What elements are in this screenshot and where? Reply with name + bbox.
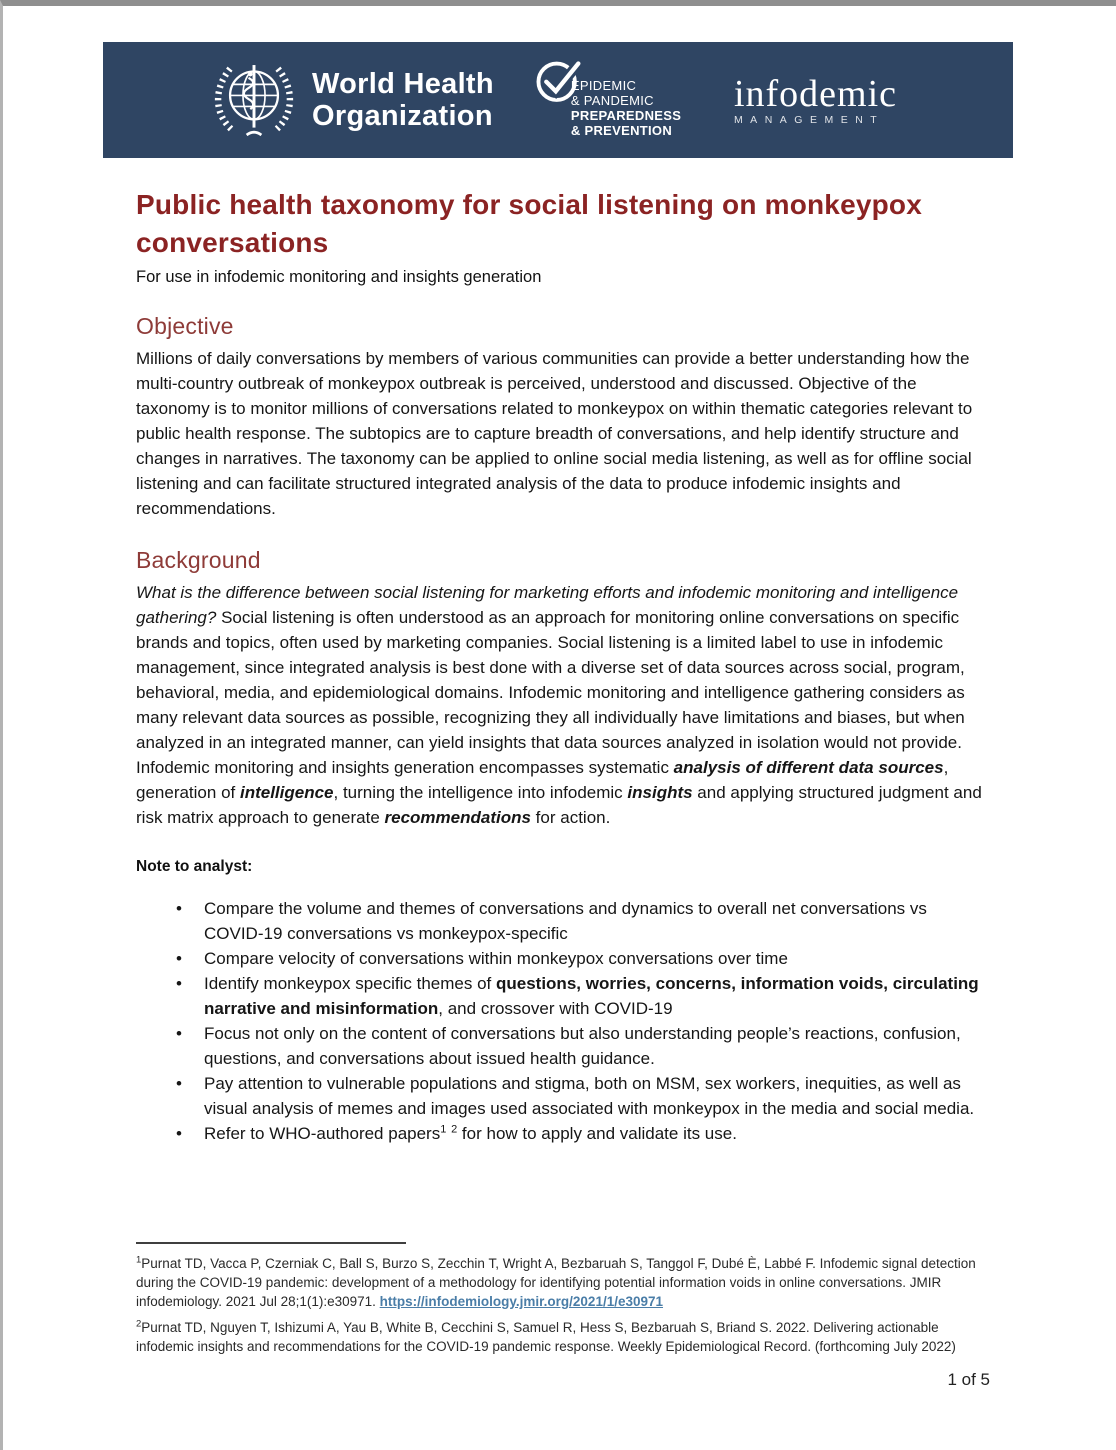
- list-item: • Compare the volume and themes of conversations and dynamics to overall net conversations vs COVID-19 conversations vs monkeypox-specific: [174, 896, 981, 946]
- epp-line3: PREPAREDNESS: [570, 108, 682, 123]
- who-logo-text: [312, 68, 494, 132]
- footnote-1-marker: 1: [136, 1254, 142, 1266]
- footnote-1: $^1$Purnat TD, Vacca P, Czerniak C, Ball S, Burzo S, Zecchin T, Wright A, Bezbaruah S, Tanggol F, Dubé È, Labbé F. Infodemic signal detection during the COVID-19 pandemic: development of a methodology for identifying potential information voids in online conversations. JMIR infodemiology. 2021 Jul 28;1(1):e30971. https://infodemiology.jmir.org/2021/1/e30971: [136, 1254, 976, 1309]
- page-subtitle: For use in infodemic monitoring and insights generation: [136, 268, 542, 286]
- infodemic-logo-subtitle: MANAGEMENT: [733, 113, 885, 126]
- infodemic-logo-name: infodemic: [733, 72, 897, 115]
- list-item: • Refer to WHO-authored papers$^1$ $^2$ for how to apply and validate its use.: [174, 1121, 981, 1146]
- objective-paragraph: Millions of daily conversations by members of various communities can provide a better understanding how the multi-country outbreak of monkeypox outbreak is perceived, understood and discussed. Objective of the taxonomy is to monitor millions of conversations related to monkeypox on within thematic categories relevant to public health response. The subtopics are to capture breadth of conversations, and help identify structure and changes in narratives. The taxonomy can be applied to online social media listening, as well as for offline social listening and can facilitate structured integrated analysis of the data to produce infodemic insights and recommendations.: [136, 349, 973, 518]
- who-emblem-icon: [208, 54, 300, 146]
- who-logo-line1: World Health: [312, 68, 494, 100]
- footnote-1-link[interactable]: https://infodemiology.jmir.org/2021/1/e30971: [379, 1294, 664, 1309]
- header-banner: [103, 42, 1013, 158]
- footnote-ref-1: 1: [440, 1123, 447, 1136]
- footnote-2: $^2$Purnat TD, Nguyen T, Ishizumi A, Yau B, White B, Cecchini S, Samuel R, Hess S, Bezbaruah S, Briand S. 2022. Delivering actionable infodemic insights and recommendations for the COVID-19 pandemic response. Weekly Epidemiological Record. (forthcoming July 2022): [136, 1318, 956, 1354]
- footnote-2-marker: 2: [136, 1318, 142, 1330]
- footnote-divider: [136, 1242, 406, 1244]
- page-number: 1 of 5: [947, 1370, 990, 1389]
- document-body: [3, 186, 1116, 1146]
- list-item: • Pay attention to vulnerable populations and stigma, both on MSM, sex workers, inequities, as well as visual analysis of memes and images used associated with monkeypox in the media and social media.: [174, 1071, 981, 1121]
- background-heading: Background: [136, 547, 261, 573]
- epp-line4: & PREVENTION: [570, 123, 673, 138]
- epidemic-pandemic-text: [571, 78, 681, 138]
- background-lead-question: What is the difference between social listening for marketing efforts and infodemic monitoring and intelligence gathering?: [136, 583, 959, 627]
- footnote-ref-2: 2: [451, 1123, 458, 1136]
- epidemic-pandemic-logo: [535, 52, 693, 148]
- list-item: • Compare velocity of conversations within monkeypox conversations over time: [174, 946, 981, 971]
- list-item: • Focus not only on the content of conversations but also understanding people’s reactions, confusion, questions, and conversations about issued health guidance.: [174, 1021, 981, 1071]
- epp-line1: EPIDEMIC: [570, 78, 637, 93]
- infodemic-logo: [733, 72, 897, 126]
- footnote-area: [136, 1242, 990, 1390]
- background-paragraph: What is the difference between social listening for marketing efforts and infodemic monitoring and intelligence gathering? Social listening is often understood as an approach for monitoring online conversations on specific brands and topics, often used by marketing companies. Social listening is a limited label to use in infodemic management, since integrated analysis is best done with a diverse set of data sources across social, program, behavioral, media, and epidemiological domains. Infodemic monitoring and intelligence gathering considers as many relevant data sources as possible, recognizing they all individually have limitations and biases, but when analyzed in an integrated manner, can yield insights that data sources analyzed in isolation would not provide. Infodemic monitoring and insights generation encompasses systematic analysis of different data sources, generation of intelligence, turning the intelligence into infodemic insights and applying structured judgment and risk matrix approach to generate recommendations for action.: [136, 583, 982, 827]
- list-item: • Identify monkeypox specific themes of questions, worries, concerns, information voids, circulating narrative and misinformation, and crossover with COVID-19: [174, 971, 981, 1021]
- who-logo-line2: Organization: [312, 100, 493, 132]
- analyst-note-list: [136, 896, 981, 1146]
- epp-line2: & PANDEMIC: [570, 93, 654, 108]
- objective-heading: Objective: [136, 313, 234, 339]
- note-to-analyst-label: Note to analyst:: [136, 858, 253, 875]
- who-logo: [208, 54, 494, 146]
- page-title: Public health taxonomy for social listening on monkeypox conversations: [136, 189, 922, 258]
